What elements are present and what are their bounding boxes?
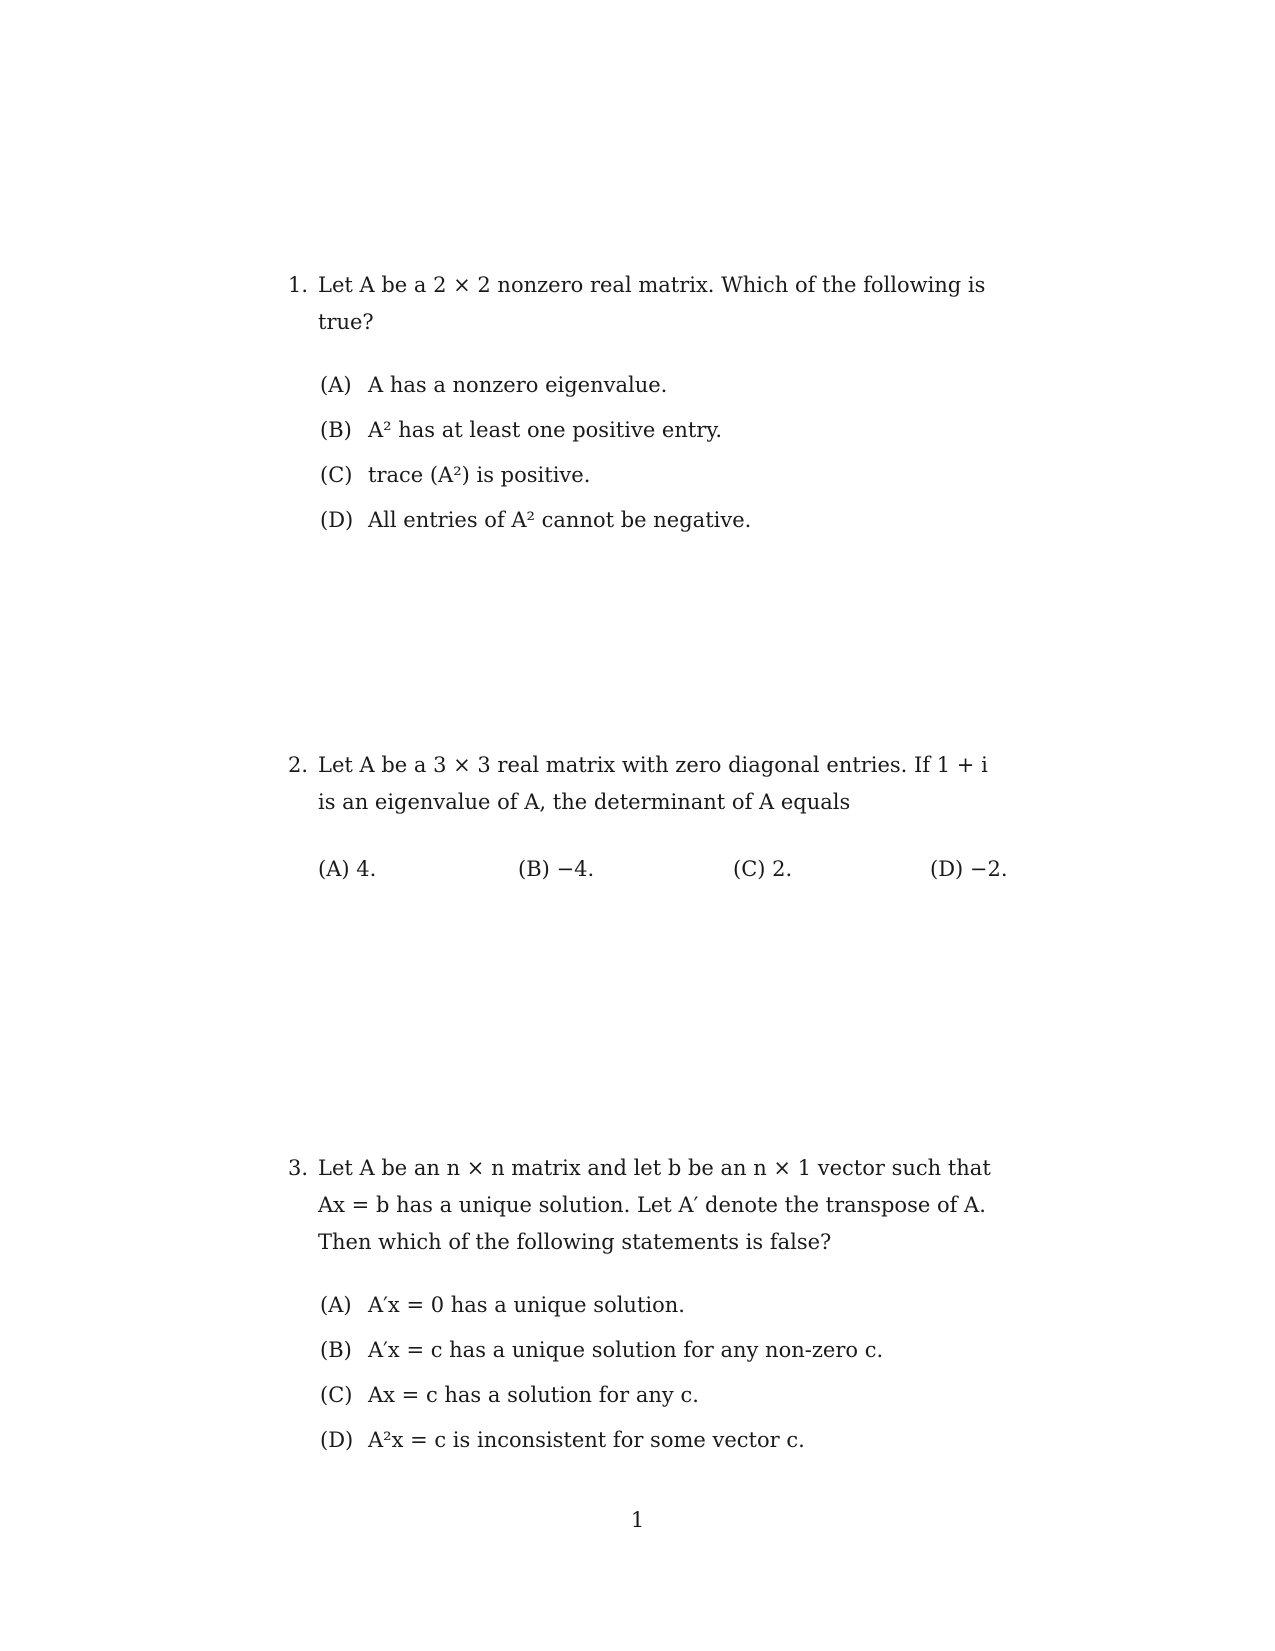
option-c	[320, 453, 1010, 498]
question-number: 2.	[288, 753, 309, 777]
option-c	[733, 857, 792, 881]
option-text: 4.	[356, 857, 377, 881]
option-b	[320, 1328, 1010, 1373]
page-number: 1	[630, 1508, 645, 1532]
option-label: (C)	[320, 463, 353, 487]
question-number: 1.	[288, 273, 309, 297]
option-c	[320, 1373, 1010, 1418]
question-number: 3.	[288, 1156, 309, 1180]
option-text: A has a nonzero eigenvalue.	[368, 373, 668, 397]
question-stem: Let A be a 3 × 3 real matrix with zero diagonal entries. If 1 + i is an eigenvalue of A, the determinant of A equals	[318, 753, 988, 814]
option-text: −4.	[556, 857, 595, 881]
option-label: (A)	[318, 857, 350, 881]
option-text: A′x = 0 has a unique solution.	[368, 1293, 685, 1317]
option-text: A² has at least one positive entry.	[368, 418, 723, 442]
option-list	[318, 857, 1010, 897]
option-a	[320, 1283, 1010, 1328]
option-label: (B)	[320, 1338, 352, 1362]
option-label: (B)	[518, 857, 550, 881]
option-text: A²x = c is inconsistent for some vector c.	[368, 1428, 805, 1452]
question-stem: Let A be a 2 × 2 nonzero real matrix. Which of the following is true?	[318, 273, 986, 334]
question-3	[288, 1150, 1010, 1463]
option-label: (D)	[320, 508, 354, 532]
question-1	[288, 267, 1010, 543]
option-text: trace (A²) is positive.	[368, 463, 591, 487]
option-a	[318, 857, 376, 881]
option-label: (A)	[320, 1293, 352, 1317]
option-d	[320, 498, 1010, 543]
option-list	[320, 1283, 1010, 1463]
option-label: (D)	[320, 1428, 354, 1452]
option-a	[320, 363, 1010, 408]
option-d	[320, 1418, 1010, 1463]
option-label: (C)	[320, 1383, 353, 1407]
option-b	[320, 408, 1010, 453]
option-text: All entries of A² cannot be negative.	[368, 508, 752, 532]
option-label: (C)	[733, 857, 766, 881]
question-stem: Let A be an n × n matrix and let b be an n × 1 vector such that Ax = b has a unique solution. Let A′ denote the transpose of A. Then which of the following statements is false?	[318, 1156, 991, 1254]
option-text: A′x = c has a unique solution for any non-zero c.	[368, 1338, 884, 1362]
option-d	[930, 857, 1008, 881]
option-text: 2.	[772, 857, 793, 881]
option-label: (A)	[320, 373, 352, 397]
option-text: Ax = c has a solution for any c.	[368, 1383, 699, 1407]
question-2	[288, 747, 1010, 897]
option-b	[518, 857, 594, 881]
option-label: (B)	[320, 418, 352, 442]
option-text: −2.	[969, 857, 1008, 881]
option-label: (D)	[930, 857, 964, 881]
option-list	[320, 363, 1010, 543]
